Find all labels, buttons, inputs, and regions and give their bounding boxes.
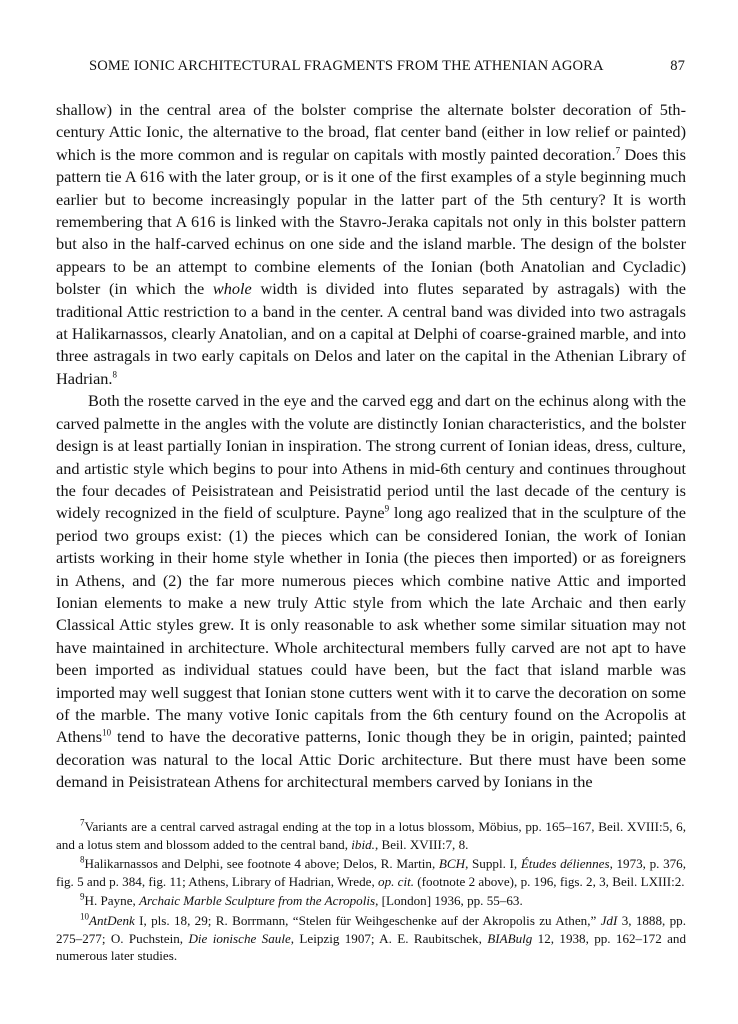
footnote-10-text-c: , Leipzig 1907; A. E. Raubitschek, <box>290 930 488 946</box>
paragraph-1-text-b: Does this pattern tie A 616 with the later group, or is it one of the first examples of a style beginning much earlier but to become increasingly popular in the latter part of the 5th century? It is worth remembering that A 616 is linked with the Stavro-Jeraka capitals not only in this bolster pattern but also in the half-carved echinus on one side and the island marble. The design of the bolster appears to be an attempt to combine elements of the Ionian (both Anatolian and Cycladic) bolster (in which the <box>56 144 686 299</box>
footnote-8-opcit: op. cit. <box>378 873 415 889</box>
footnote-10-text-a: I, pls. 18, 29; R. Borrmann, “Stelen für Weihgeschenke auf der Akropolis zu Athen,” <box>134 912 601 928</box>
footnotes <box>56 818 686 967</box>
running-title: SOME IONIC ARCHITECTURAL FRAGMENTS FROM THE ATHENIAN AGORA <box>89 58 604 74</box>
footnote-8 <box>56 855 686 890</box>
footnote-ref-7[interactable]: 7 <box>615 145 621 156</box>
footnote-ref-9[interactable]: 9 <box>384 503 390 514</box>
paragraph-1-text-a: shallow) in the central area of the bolster comprise the alternate bolster decoration of 5th-century Attic Ionic, the alternative to the broad, flat center band (either in low relief or painted) which is the more common and is regular on capitals with mostly painted decoration. <box>56 100 686 164</box>
footnote-8-text-a: Halikarnassos and Delphi, see footnote 4 above; Delos, R. Martin, <box>84 856 439 872</box>
body-text <box>56 99 686 794</box>
footnote-7-text-a: Variants are a central carved astragal ending at the top in a lotus blossom, Möbius, pp. 165–167, Beil. XVIII:5, 6, and a lotus stem and blossom added to the central band, <box>56 819 686 852</box>
footnote-ref-8[interactable]: 8 <box>112 369 118 380</box>
footnote-number-9: 9 <box>80 892 85 903</box>
paragraph-2 <box>56 390 686 793</box>
footnote-8-text-c: , 1973, p. 376, fig. 5 and p. 384, fig. 11; Athens, Library of Hadrian, Wrede, <box>56 856 687 889</box>
footnote-7-text-b: , Beil. XVIII:7, 8. <box>374 836 469 852</box>
footnote-10 <box>56 912 686 965</box>
page-number: 87 <box>670 58 685 74</box>
footnote-10-antdenk: AntDenk <box>89 912 135 928</box>
footnote-10-saule: Die ionische Saule <box>188 930 291 946</box>
footnote-10-text-d: 12, 1938, pp. 162–172 and numerous later studies. <box>56 930 686 964</box>
paragraph-1 <box>56 99 686 390</box>
footnote-9-text-a: H. Payne, <box>84 893 140 909</box>
footnote-8-text-b: , Suppl. I, <box>465 856 521 872</box>
footnote-8-text-d: (footnote 2 above), p. 196, figs. 2, 3, Beil. LXIII:2. <box>414 873 685 889</box>
footnote-8-etudes: Études déliennes <box>520 856 610 872</box>
footnote-9 <box>56 892 686 910</box>
paragraph-2-text-c: tend to have the decorative patterns, Ionic though they be in origin, painted; painted decoration was natural to the local Attic Doric architecture. But there must have been some demand in Peisistratean Athens for architectural members carved by Ionians in the <box>56 727 686 792</box>
footnote-9-text-b: , [London] 1936, pp. 55–63. <box>375 893 523 909</box>
footnote-8-bch: BCH <box>438 856 466 872</box>
paragraph-1-text-c: width is divided into flutes separated by astragals) with the traditional Attic restriction to a band in the center. A central band was divided into two astragals at Halikarnassos, clearly Anatolian, and on a capital at Delphi of coarse-grained marble, and into three astragals in two early capitals on Delos and later on the capital in the Athenian Library of Hadrian. <box>56 279 687 388</box>
footnote-10-biabulg: BIABulg <box>487 930 533 946</box>
footnote-9-title: Archaic Marble Sculpture from the Acropolis <box>139 893 376 909</box>
footnote-ref-10[interactable]: 10 <box>102 727 112 738</box>
footnote-number-10: 10 <box>80 911 89 922</box>
paragraph-2-text-b: long ago realized that in the sculpture of the period two groups exist: (1) the pieces which can be considered Ionian, the work of Ionian artists working in their home style whether in Ionia (the pieces then imported) or as foreigners in Athens, and (2) the far more numerous pieces which combine native Attic and imported Ionian elements to make a new truly Attic style from which the late Archaic and then early Classical Attic styles grew. It is only reasonable to ask whether some similar situation may not have maintained in architecture. Whole architectural members fully carved are not apt to have been imported as individual statues could have been, but the fact that island marble was imported may well suggest that Ionian stone cutters went with it to carve the decoration on some of the marble. The many votive Ionic capitals from the 6th century found on the Acropolis at Athens <box>56 503 686 747</box>
paragraph-2-text-a: Both the rosette carved in the eye and the carved egg and dart on the echinus along with the carved palmette in the angles with the volute are distinctly Ionian characteristics, and the bolster design is at least partially Ionian in inspiration. The strong current of Ionian ideas, dress, culture, and artistic style which begins to pour into Athens in mid-6th century and continues throughout the four decades of Peisistratean and Peisistratid period until the last decade of the century is widely recognized in the field of sculpture. Payne <box>56 391 686 523</box>
italic-whole: whole <box>212 279 252 299</box>
footnote-7 <box>56 818 686 853</box>
footnote-7-ibid: ibid. <box>351 836 375 852</box>
footnote-number-8: 8 <box>80 854 85 865</box>
footnote-10-jdi: JdI <box>600 912 618 928</box>
footnote-number-7: 7 <box>80 817 85 828</box>
footnote-10-text-b: 3, 1888, pp. 275–277; O. Puchstein, <box>56 912 686 946</box>
